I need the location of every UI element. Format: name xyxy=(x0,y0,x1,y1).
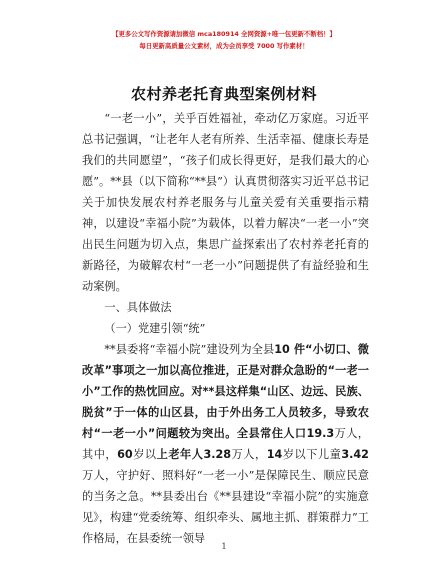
subsection-heading: （一）党建引领“统” xyxy=(104,322,206,335)
document-body xyxy=(82,108,369,549)
bold-number: 3.42 xyxy=(341,448,369,461)
intro-paragraph: “一老一小”，关乎百姓福祉，牵动亿万家庭。习近平总书记强调，“让老年人老有所养、生活幸福、健康长寿是我们的共同愿望”，“孩子们成长得更好，是我们最大的心愿”。**县（以下简称“**县”）认真贯彻落实习近平总书记关于加快发展农村养老服务与儿童关爱有关重要指示精神，以建设“幸福小院”为载体，以着力解决“一老一小”突出民生问题为切入点，集思广益探索出了农村养老托育的新路径，为破解农村“一老一小”问题提供了有益经验和生动案例。 xyxy=(82,112,369,293)
bold-text-segment: 10 件“小切口、微改 xyxy=(82,343,369,377)
promo-banner-line-1: 【更多公文写作资源请加微信 mca180914 全网资源+唯一包更新不断档！】 xyxy=(112,30,336,38)
bold-number: 19.3 xyxy=(306,427,335,440)
bold-text-segment: 革”事项之一加以高位推进，正是对群众急盼的“一老一小”工作的热忱回应。对**县这样集“山区、边远、民族、脱贫”于一体的山区县，由于外出务工人员较多，导致农村“一老一小”问题较为突出。全县常住人口 xyxy=(82,364,369,440)
bold-text-segment: 上老年人 xyxy=(156,448,204,461)
text-segment: 万人，其中， xyxy=(82,427,369,461)
text-segment: 岁以 xyxy=(132,448,157,461)
text-segment: 岁以下儿童 xyxy=(282,448,342,461)
bold-number: 14 xyxy=(266,448,283,461)
bold-number: 60 xyxy=(117,448,133,461)
text-segment: 万人， xyxy=(231,448,267,461)
text-segment: **县委将“幸福小院”建设列为全县 xyxy=(104,343,275,356)
promo-banner-line-2: 每日更新高质量公文素材，成为会员享受 7000 写作素材！ xyxy=(139,42,309,50)
body-paragraph xyxy=(82,339,369,549)
bold-number: 3.28 xyxy=(203,448,232,461)
page-number: 1 xyxy=(221,542,227,551)
text-segment: 万人，守护好、照料好“一老一小”是保障民生、顺应民意的当务之急。**县委出台《**县建设“幸福小院”的实施意见》，构建“党委统筹、组织牵头、属地主抓、群策群力”工作格局，在县委统一领导 xyxy=(82,469,369,545)
document-title: 农村养老托育典型案例材料 xyxy=(130,85,317,103)
section-heading: 一、具体做法 xyxy=(104,301,172,314)
